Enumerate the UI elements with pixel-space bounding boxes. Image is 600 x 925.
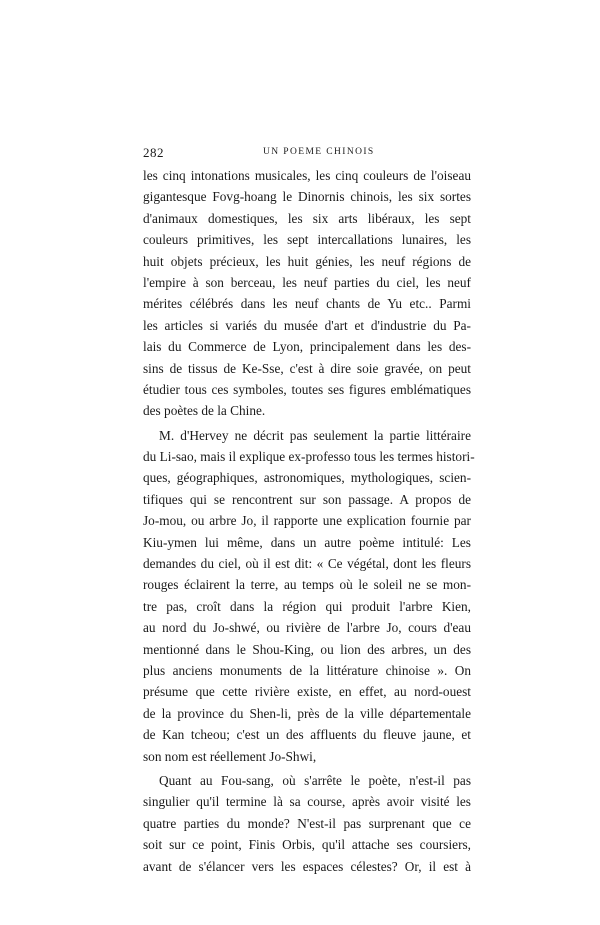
text-line: quatre parties du monde? N'est-il pas surprenant que ce — [143, 815, 471, 831]
text-line: les cinq intonations musicales, les cinq couleurs de l'oiseau — [143, 168, 471, 183]
text-line: d'animaux domestiques, les six arts libéraux, les sept — [143, 210, 471, 226]
text-line: sins de tissus de Ke-Sse, c'est à dire soie gravée, on peut — [143, 360, 471, 376]
page-number: 282 — [143, 145, 164, 160]
text-line: de Kan tcheou; c'est un des affluents du fleuve jaune, et — [143, 727, 471, 743]
text-line: son nom est réellement Jo-Shwi, — [143, 748, 317, 764]
paragraph-2 — [143, 425, 475, 767]
text-line: de la province du Shen-li, près de la ville départementale — [143, 705, 471, 721]
text-line: lais du Commerce de Lyon, principalement dans les des- — [143, 339, 471, 355]
text-line: demandes du ciel, où il est dit: « Ce végétal, dont les fleurs — [143, 556, 471, 572]
paragraph-1 — [143, 165, 471, 422]
text-line: ques, géographiques, astronomiques, mythologiques, scien- — [143, 470, 471, 486]
text-line: Kiu-ymen lui même, dans un autre poème intitulé: Les — [143, 534, 471, 550]
text-line: M. d'Hervey ne décrit pas seulement la partie littéraire — [159, 427, 471, 443]
page-header — [143, 145, 471, 161]
text-line: avant de s'élancer vers les espaces célestes? Or, il est à — [143, 858, 471, 874]
text-line: au nord du Jo-shwé, ou rivière de l'arbre Jo, cours d'eau — [143, 620, 471, 636]
text-line: mérites célébrés dans les neuf chants de Yu etc.. Parmi — [143, 296, 471, 312]
text-line: des poètes de la Chine. — [143, 403, 266, 419]
text-line: Jo-mou, ou arbre Jo, il rapporte une explication fournie par — [143, 513, 471, 529]
text-line: soit sur ce point, Finis Orbis, qu'il attache ses coursiers, — [143, 837, 471, 853]
text-line: tre pas, croît dans la région qui produit l'arbre Kien, — [143, 598, 471, 614]
text-line: du Li-sao, mais il explique ex-professo tous les termes histori- — [143, 449, 475, 465]
text-line: présume que cette rivière existe, en effet, au nord-ouest — [143, 684, 471, 700]
text-line: les articles si variés du musée d'art et d'industrie du Pa- — [143, 317, 471, 333]
text-line: couleurs primitives, les sept intercallations lunaires, les — [143, 232, 471, 248]
text-line: singulier qu'il termine là sa course, après avoir visité les — [143, 794, 471, 810]
text-line: plus anciens monuments de la littérature chinoise ». On — [143, 662, 471, 678]
text-line: mentionné dans le Shou-King, ou lion des arbres, un des — [143, 641, 471, 657]
text-line: gigantesque Fovg-hoang le Dinornis chinois, les six sortes — [143, 189, 471, 205]
page-body — [143, 165, 475, 877]
text-line: étudier tous ces symboles, toutes ses figures emblématiques — [143, 381, 471, 397]
text-line: huit objets précieux, les huit génies, les neuf régions de — [143, 253, 471, 269]
text-line: Quant au Fou-sang, où s'arrête le poète, n'est-il pas — [159, 772, 471, 788]
text-line: rouges éclairent la terre, au temps où le soleil ne se mon- — [143, 577, 471, 593]
text-line: tifiques qui se rencontrent sur son passage. A propos de — [143, 491, 471, 507]
running-title: UN POEME CHINOIS — [263, 147, 375, 157]
text-line: l'empire à son berceau, les neuf parties du ciel, les neuf — [143, 274, 471, 290]
paragraph-3 — [143, 770, 471, 877]
